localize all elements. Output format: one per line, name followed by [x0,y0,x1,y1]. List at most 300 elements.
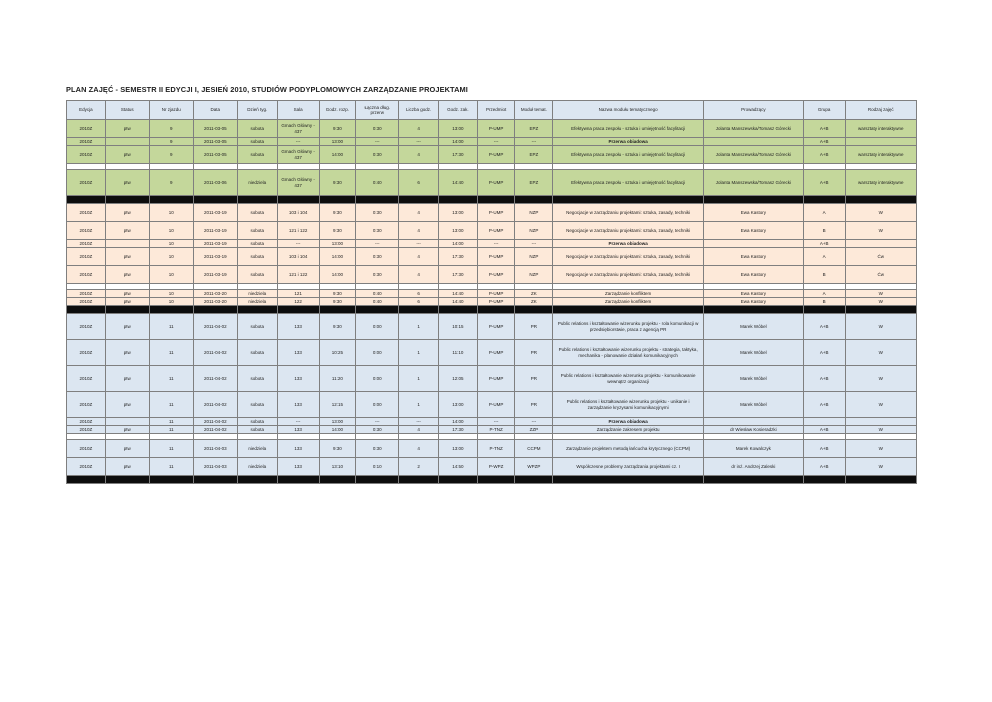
table-cell: 6 [399,298,439,306]
table-cell: 9:30 [319,222,356,240]
table-cell: niedziela [237,440,277,458]
schedule-body [67,120,917,484]
table-cell [237,306,277,314]
table-cell [277,476,319,484]
table-cell: P-WPZ [477,458,515,476]
table-cell: --- [277,240,319,248]
table-cell: Marek Wóbel [704,340,804,366]
table-cell: warsztaty interaktywne [845,146,916,164]
table-cell: 2010Z [67,440,106,458]
column-header: Rodzaj zajęć [845,101,916,120]
column-header: Edycja [67,101,106,120]
table-cell: 9:30 [319,170,356,196]
table-cell: ptw [105,266,149,284]
table-cell: 1 [399,314,439,340]
table-cell: 11:10 [439,340,478,366]
table-cell: Efektywna praca zespołu - sztuka i umiejętność facylitacji [553,170,704,196]
table-cell: niedziela [237,170,277,196]
table-cell: 9:30 [319,204,356,222]
table-cell: A+B [803,146,845,164]
table-cell: --- [277,138,319,146]
table-cell: P-UMP [477,366,515,392]
table-cell: NZP [515,266,553,284]
table-cell: W [845,222,916,240]
table-cell: 2010Z [67,392,106,418]
table-cell [704,196,804,204]
table-cell: 2010Z [67,138,106,146]
table-cell: 14:00 [319,146,356,164]
table-cell: P-UMP [477,146,515,164]
table-cell: Marek Wóbel [704,392,804,418]
table-cell: W [845,426,916,434]
table-cell: 0:30 [356,440,399,458]
table-cell: Zarządzanie konfliktem [553,298,704,306]
table-cell: 14:00 [439,418,478,426]
table-cell [105,240,149,248]
table-cell: 14:00 [319,266,356,284]
table-cell: ptw [105,290,149,298]
table-cell: B [803,266,845,284]
page-title: PLAN ZAJĘĆ - SEMESTR II EDYCJI I, JESIEŃ 2010, STUDIÓW PODYPLOMOWYCH ZARZĄDZANIE PROJEKTAMI [66,85,468,94]
table-cell: A+B [803,392,845,418]
table-cell: 13:00 [439,440,478,458]
table-cell: B [803,222,845,240]
table-cell [515,196,553,204]
table-cell: 2011-03-05 [193,146,237,164]
table-cell: 4 [399,440,439,458]
table-row [67,266,917,284]
table-cell: ptw [105,120,149,138]
table-cell: 14:40 [439,170,478,196]
table-cell: Ewa Kastory [704,222,804,240]
table-cell: W [845,314,916,340]
table-cell: Współczesne problemy zarządzania projektami cz. I [553,458,704,476]
table-cell: Ewa Kastory [704,290,804,298]
table-cell: Przerwa obiadowa [553,240,704,248]
table-cell: 10 [149,222,193,240]
table-cell: 9 [149,120,193,138]
table-cell: W [845,290,916,298]
table-cell: CCPM [515,440,553,458]
table-cell: 11 [149,426,193,434]
table-cell: Zarządzanie zakresem projektu [553,426,704,434]
table-cell: A+B [803,440,845,458]
table-cell: sobota [237,240,277,248]
table-cell: ZK [515,290,553,298]
table-cell [356,196,399,204]
table-cell: 2011-04-03 [193,458,237,476]
table-cell: 0:40 [356,298,399,306]
table-cell: 121 [277,290,319,298]
table-row [67,366,917,392]
table-cell: Zarządzanie projektem metodą łańcucha krytycznego (CCPM) [553,440,704,458]
table-cell: A [803,204,845,222]
table-cell: Efektywna praca zespołu - sztuka i umiejętność facylitacji [553,146,704,164]
table-cell: sobota [237,426,277,434]
table-cell: PR [515,340,553,366]
table-cell: W [845,392,916,418]
table-cell: 13:00 [439,204,478,222]
table-cell: --- [399,418,439,426]
table-cell: 13:00 [439,222,478,240]
table-cell: ptw [105,248,149,266]
table-cell: 10:25 [319,340,356,366]
table-cell: 11 [149,340,193,366]
table-cell: 2010Z [67,248,106,266]
table-row [67,392,917,418]
table-cell: --- [399,138,439,146]
table-cell: 2011-03-19 [193,204,237,222]
table-cell [105,418,149,426]
table-cell: 13:00 [319,240,356,248]
table-cell: 9:30 [319,120,356,138]
table-cell: 2010Z [67,170,106,196]
table-cell: ptw [105,392,149,418]
table-cell [319,476,356,484]
table-cell [237,476,277,484]
table-row [67,170,917,196]
table-cell: 6 [399,170,439,196]
table-cell [193,306,237,314]
table-cell: 9:30 [319,290,356,298]
table-cell: 12:15 [319,392,356,418]
header-row [67,101,917,120]
table-cell: Marek Kowalczyk [704,440,804,458]
table-cell: 0:30 [356,222,399,240]
table-cell [399,476,439,484]
table-cell: --- [477,418,515,426]
table-cell: --- [399,240,439,248]
table-cell [237,196,277,204]
table-cell: 2011-04-02 [193,340,237,366]
table-cell: 121 i 122 [277,222,319,240]
table-cell: P-TNZ [477,426,515,434]
table-cell: 2010Z [67,266,106,284]
table-row [67,204,917,222]
table-cell: ptw [105,340,149,366]
column-header: Łączna dług. przerw [356,101,399,120]
table-cell: P-UMP [477,170,515,196]
table-cell: 17:30 [439,146,478,164]
table-cell: 0:30 [356,146,399,164]
table-cell: 103 i 104 [277,248,319,266]
table-cell [515,476,553,484]
table-cell [193,196,237,204]
table-cell: 2011-03-05 [193,120,237,138]
table-cell: 12:05 [439,366,478,392]
table-cell: 2011-04-02 [193,426,237,434]
table-cell: Negocjacje w zarządzaniu projektami: sztuka, zasady, techniki [553,222,704,240]
table-cell: Marek Wóbel [704,366,804,392]
table-cell: 4 [399,222,439,240]
table-row [67,306,917,314]
table-cell: 0:40 [356,170,399,196]
table-cell: Negocjacje w zarządzaniu projektami: sztuka, zasady, techniki [553,248,704,266]
table-cell [477,306,515,314]
table-cell: 10 [149,204,193,222]
table-cell: P-UMP [477,222,515,240]
table-cell [277,306,319,314]
table-cell: 13:00 [439,392,478,418]
table-cell: 13:00 [319,418,356,426]
table-cell: 0:00 [356,314,399,340]
table-cell: 2010Z [67,240,106,248]
table-cell [439,306,478,314]
table-cell: Jolanta Manszewska/Tomasz Górecki [704,170,804,196]
table-cell: ptw [105,222,149,240]
table-cell [845,476,916,484]
table-row [67,426,917,434]
table-cell [356,306,399,314]
table-cell: 2011-04-02 [193,314,237,340]
table-cell: Ewa Kastory [704,298,804,306]
table-row [67,120,917,138]
column-header: Grupa [803,101,845,120]
column-header: Godz. rozp. [319,101,356,120]
table-cell: sobota [237,146,277,164]
table-cell [704,476,804,484]
table-cell: WPZP [515,458,553,476]
table-cell: 103 i 104 [277,204,319,222]
table-cell: --- [515,138,553,146]
table-cell: ZK [515,298,553,306]
table-cell: 2010Z [67,298,106,306]
table-cell: W [845,204,916,222]
table-cell: A [803,290,845,298]
table-cell: 2011-03-20 [193,298,237,306]
column-header: Dzień tyg. [237,101,277,120]
table-cell [845,196,916,204]
table-cell [439,476,478,484]
table-cell: 2010Z [67,204,106,222]
table-cell: 4 [399,426,439,434]
table-cell: sobota [237,418,277,426]
table-cell: 0:30 [356,248,399,266]
column-header: Moduł temat. [515,101,553,120]
table-cell: Przerwa obiadowa [553,418,704,426]
table-cell: W [845,458,916,476]
table-cell [319,196,356,204]
table-cell [704,138,804,146]
table-cell: 2011-04-02 [193,418,237,426]
table-cell [515,306,553,314]
table-cell: P-UMP [477,266,515,284]
column-header: Data [193,101,237,120]
table-cell: niedziela [237,298,277,306]
table-cell: ptw [105,146,149,164]
table-row [67,314,917,340]
table-cell [67,476,106,484]
table-cell: 10 [149,290,193,298]
table-cell [845,306,916,314]
table-cell: 0:30 [356,266,399,284]
table-cell: --- [515,418,553,426]
table-cell: 11 [149,392,193,418]
table-cell: ptw [105,426,149,434]
table-cell [399,196,439,204]
table-cell: Ewa Kastory [704,204,804,222]
table-cell: 2011-03-20 [193,290,237,298]
table-cell: P-UMP [477,290,515,298]
table-cell: A+B [803,426,845,434]
table-cell: 121 i 122 [277,266,319,284]
table-cell: 133 [277,340,319,366]
table-cell: sobota [237,120,277,138]
table-cell: 2010Z [67,366,106,392]
table-cell: 14:00 [439,138,478,146]
table-cell [105,196,149,204]
table-cell: sobota [237,340,277,366]
table-cell: --- [515,240,553,248]
table-cell: 2011-03-05 [193,138,237,146]
table-cell: sobota [237,366,277,392]
table-cell: --- [477,138,515,146]
table-row [67,340,917,366]
table-cell: 17:30 [439,248,478,266]
table-cell: Public relations i kształtowanie wizerunku projektu - komunikowanie wewnątrz organizacji [553,366,704,392]
table-cell [845,418,916,426]
table-cell [803,306,845,314]
table-cell: A+B [803,120,845,138]
table-cell: --- [277,418,319,426]
table-cell: 17:30 [439,266,478,284]
table-cell [399,306,439,314]
table-cell: --- [356,138,399,146]
table-cell: 2011-04-03 [193,440,237,458]
table-cell: Zarządzanie konfliktem [553,290,704,298]
table-cell: 17:30 [439,426,478,434]
column-header: Nazwa modułu tematycznego [553,101,704,120]
table-cell: ZZP [515,426,553,434]
table-cell: P-UMP [477,248,515,266]
table-cell [553,196,704,204]
table-cell: 0:30 [356,120,399,138]
table-cell: A+B [803,240,845,248]
table-cell: P-UMP [477,204,515,222]
table-cell: Marek Wóbel [704,314,804,340]
table-cell: 4 [399,266,439,284]
table-cell: sobota [237,392,277,418]
table-cell: NZP [515,222,553,240]
table-cell: ptw [105,366,149,392]
table-cell: Gmach Główny - 437 [277,170,319,196]
table-cell: Gmach Główny - 437 [277,146,319,164]
table-cell: ptw [105,440,149,458]
table-cell: 133 [277,366,319,392]
table-cell: EPZ [515,146,553,164]
table-cell: A+B [803,314,845,340]
table-cell: 2010Z [67,120,106,138]
table-cell: 13:00 [319,138,356,146]
table-cell [277,196,319,204]
table-cell: dr inż. Andrzej Zaleski [704,458,804,476]
table-cell: Przerwa obiadowa [553,138,704,146]
table-cell [803,476,845,484]
table-cell: P-UMP [477,120,515,138]
table-cell: Negocjacje w zarządzaniu projektami: sztuka, zasady, techniki [553,266,704,284]
table-cell: sobota [237,248,277,266]
table-cell: sobota [237,204,277,222]
table-cell: 2011-03-19 [193,248,237,266]
table-cell: 10 [149,248,193,266]
table-cell: dr Wiesław Kosieradzki [704,426,804,434]
table-cell: W [845,440,916,458]
table-cell: 6 [399,290,439,298]
table-cell: PR [515,366,553,392]
table-cell: 4 [399,248,439,266]
table-cell: PR [515,314,553,340]
column-header: Godz. zak. [439,101,478,120]
table-row [67,290,917,298]
table-cell: 2010Z [67,418,106,426]
table-cell: 133 [277,426,319,434]
table-row [67,298,917,306]
table-cell: --- [477,240,515,248]
table-cell: EPZ [515,120,553,138]
table-cell: sobota [237,314,277,340]
table-cell [704,418,804,426]
table-cell: --- [356,240,399,248]
table-cell: 2010Z [67,146,106,164]
table-cell: 10:15 [439,314,478,340]
table-cell: A+B [803,458,845,476]
table-cell: 2010Z [67,222,106,240]
column-header: Przedmiot [477,101,515,120]
table-cell: 4 [399,120,439,138]
table-cell: 13:10 [319,458,356,476]
table-cell [803,418,845,426]
table-row [67,146,917,164]
table-cell: 0:00 [356,340,399,366]
table-cell: 133 [277,314,319,340]
table-cell: A+B [803,138,845,146]
table-cell: A+B [803,340,845,366]
table-cell: P-UMP [477,314,515,340]
table-cell: 0:30 [356,204,399,222]
table-row [67,440,917,458]
table-cell: 14:40 [439,290,478,298]
table-cell: 133 [277,392,319,418]
table-cell: 2010Z [67,458,106,476]
table-cell: 9 [149,170,193,196]
table-cell: 14:00 [439,240,478,248]
table-cell: 14:00 [319,248,356,266]
table-cell: Efektywna praca zespołu - sztuka i umiejętność facylitacji [553,120,704,138]
table-cell: 10 [149,266,193,284]
table-cell: 14:50 [439,458,478,476]
table-row [67,240,917,248]
table-cell: 2011-03-06 [193,170,237,196]
table-cell: 11 [149,458,193,476]
table-cell: 0:00 [356,366,399,392]
table-cell: Public relations i kształtowanie wizerunku projektu - strategia, taktyka, mechanika - planowanie działań komunikacyjnych [553,340,704,366]
table-cell: Negocjacje w zarządzaniu projektami: sztuka, zasady, techniki [553,204,704,222]
table-cell: PR [515,392,553,418]
table-row [67,476,917,484]
table-cell: 0:00 [356,392,399,418]
table-cell: ptw [105,204,149,222]
table-cell: 1 [399,392,439,418]
table-cell [704,306,804,314]
table-cell [105,476,149,484]
table-cell [845,240,916,248]
column-header: Prowadzący [704,101,804,120]
column-header: Sala [277,101,319,120]
table-cell: niedziela [237,290,277,298]
table-cell: 10 [149,240,193,248]
table-cell: 0:10 [356,458,399,476]
table-cell: 2010Z [67,314,106,340]
